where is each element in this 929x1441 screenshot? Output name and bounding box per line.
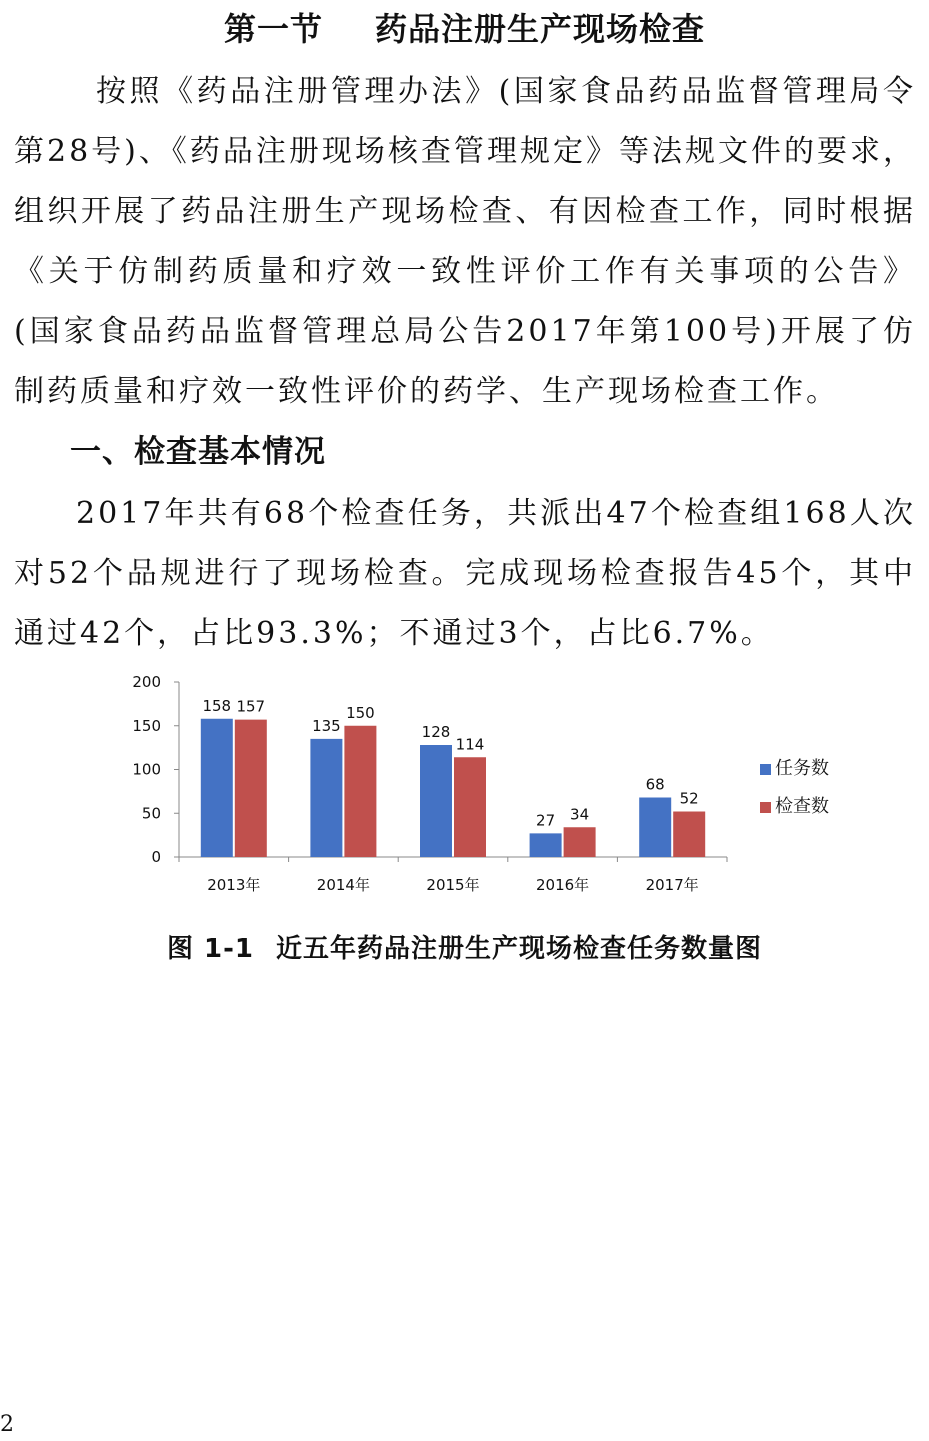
figure-number: 图 1-1 [166,934,254,964]
y-tick-label: 0 [151,848,161,866]
data-label-tasks: 128 [421,723,451,741]
data-label-checks: 114 [455,735,485,754]
figure-caption-text: 近五年药品注册生产现场检查任务数量图 [276,934,763,964]
x-tick-label: 2016年 [536,876,590,894]
bar-chart [110,668,870,908]
bar-checks [564,827,596,857]
bar-tasks [639,798,671,858]
bar-tasks [310,739,342,857]
heading-basic-situation: 一、检查基本情况 [70,434,326,470]
figure-caption [0,928,929,965]
legend-item-checks [760,792,829,818]
data-label-tasks: 135 [312,716,341,735]
data-label-tasks: 68 [645,775,665,794]
bar-checks [344,726,376,857]
legend-item-tasks [760,754,829,780]
x-tick-label: 2014年 [316,876,370,894]
legend-label-tasks: 任务数 [775,758,829,779]
bar-checks [235,720,267,857]
section-number: 第一节 [223,10,323,48]
paragraph-regulations: 按照《药品注册管理办法》(国家食品药品监督管理局令第28号)、《药品注册现场核查管理规定》等法规文件的要求，组织开展了药品注册生产现场检查、有因检查工作，同时根据《关于仿制药质量和疗效一致性评价工作有关事项的公告》(国家食品药品监督管理总局公告2017年第100号)开展了仿制药质量和疗效一致性评价的药学、生产现场检查工作。 [14,74,916,409]
y-tick-label: 150 [132,716,161,735]
legend-swatch-checks [760,802,771,813]
data-label-checks: 150 [346,703,375,722]
data-label-tasks: 27 [536,811,556,830]
x-tick-label: 2017年 [645,876,699,894]
bar-checks [673,812,705,858]
y-tick-label: 100 [132,760,161,779]
data-label-checks: 34 [570,805,590,824]
x-tick-label: 2013年 [207,876,261,894]
data-label-checks: 52 [679,789,699,808]
bar-tasks [530,833,562,857]
paragraph-statistics: 2017年共有68个检查任务，共派出47个检查组168人次对52个品规进行了现场检查。完成现场检查报告45个，其中通过42个，占比93.3%；不通过3个，占比6.7%。 [14,496,916,651]
y-tick-label: 200 [132,673,161,691]
x-tick-label: 2015年 [426,876,480,894]
data-label-tasks: 158 [202,696,232,715]
section-title [0,4,929,50]
legend-label-checks: 检查数 [775,796,829,817]
bar-tasks [201,719,233,857]
y-tick-label: 50 [141,804,161,823]
page-number: 2 [0,1412,14,1437]
bar-tasks [420,745,452,857]
legend-swatch-tasks [760,764,771,775]
bar-checks [454,757,486,857]
section-title-text: 药品注册生产现场检查 [375,10,706,48]
data-label-checks: 157 [236,697,266,716]
